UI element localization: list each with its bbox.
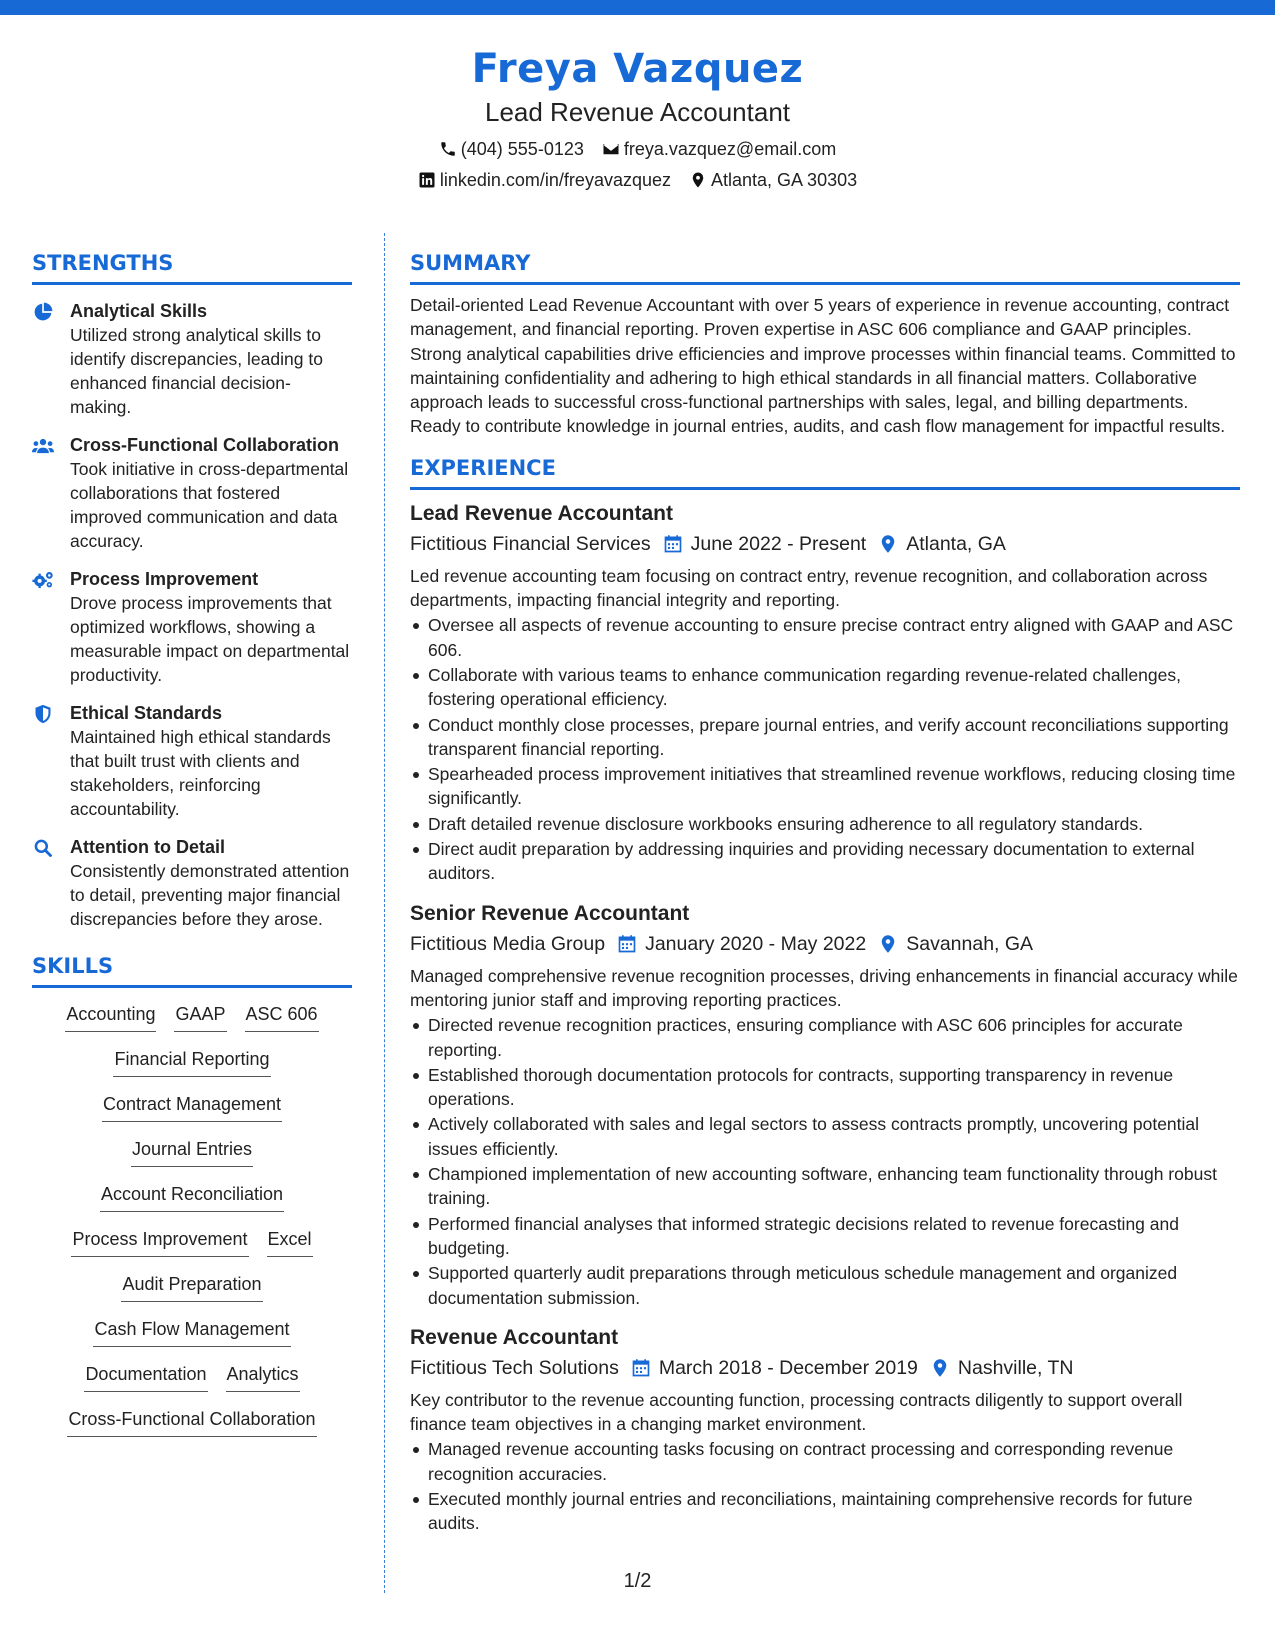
list-item: Conduct monthly close processes, prepare journal entries, and verify account reconciliations supporting transparent financial reporting. bbox=[410, 713, 1240, 762]
skill-row bbox=[131, 1137, 253, 1182]
job-title: Senior Revenue Accountant bbox=[410, 901, 690, 925]
strength-title: Attention to Detail bbox=[70, 837, 225, 857]
phone-icon bbox=[439, 140, 457, 158]
job-company: Fictitious Tech Solutions bbox=[410, 1356, 619, 1379]
gears-icon bbox=[32, 570, 54, 590]
list-item: Established thorough documentation protocols for contracts, supporting transparency in revenue operations. bbox=[410, 1063, 1240, 1112]
job-bullets bbox=[410, 613, 1240, 885]
job-meta bbox=[410, 1354, 1240, 1382]
skill-row bbox=[102, 1092, 282, 1137]
skill-tag: Audit Preparation bbox=[121, 1272, 262, 1302]
strength-item bbox=[32, 567, 352, 687]
linkedin-contact[interactable] bbox=[418, 168, 671, 192]
skill-row bbox=[93, 1317, 290, 1362]
job-title: Revenue Accountant bbox=[410, 1325, 619, 1349]
job-dates: January 2020 - May 2022 bbox=[645, 932, 867, 955]
map-pin-icon bbox=[930, 1358, 950, 1378]
page-number: 1/2 bbox=[623, 1570, 652, 1592]
list-item: Performed financial analyses that informed strategic decisions related to revenue forecasting and budgeting. bbox=[410, 1212, 1240, 1261]
list-item: Direct audit preparation by addressing inquiries and providing necessary documentation to external auditors. bbox=[410, 837, 1240, 886]
experience-heading: EXPERIENCE bbox=[410, 455, 1240, 490]
top-accent-bar bbox=[0, 0, 1275, 15]
job-title: Lead Revenue Accountant bbox=[410, 501, 673, 525]
map-pin-icon bbox=[878, 534, 898, 554]
skill-row bbox=[67, 1407, 316, 1452]
job-entry bbox=[410, 500, 1240, 886]
skill-tag: ASC 606 bbox=[245, 1002, 319, 1032]
strength-text: Drove process improvements that optimized workflows, showing a measurable impact on departmental productivity. bbox=[70, 593, 350, 685]
job-description: Key contributor to the revenue accounting function, processing contracts diligently to support overall finance team objectives in a changing market environment. bbox=[410, 1389, 1183, 1435]
skill-row bbox=[65, 1002, 318, 1047]
column-divider bbox=[384, 233, 385, 1593]
right-column bbox=[410, 250, 1240, 1537]
search-icon bbox=[32, 838, 54, 858]
strength-item bbox=[32, 835, 352, 931]
job-company: Fictitious Media Group bbox=[410, 932, 606, 955]
pie-chart-icon bbox=[32, 302, 54, 322]
skill-tag: Analytics bbox=[226, 1362, 300, 1392]
shield-icon bbox=[32, 704, 54, 724]
job-location: Atlanta, GA bbox=[906, 532, 1006, 555]
skill-row bbox=[121, 1272, 262, 1317]
contact-row-2 bbox=[0, 168, 1275, 192]
strength-text: Maintained high ethical standards that built trust with clients and stakeholders, reinforcing accountability. bbox=[70, 727, 331, 819]
job-company: Fictitious Financial Services bbox=[410, 532, 651, 555]
list-item: Executed monthly journal entries and reconciliations, maintaining comprehensive records for future audits. bbox=[410, 1487, 1240, 1536]
candidate-name: Freya Vazquez bbox=[471, 46, 804, 92]
email-contact[interactable] bbox=[602, 137, 836, 161]
map-pin-icon bbox=[878, 934, 898, 954]
skill-row bbox=[113, 1047, 270, 1092]
strength-item bbox=[32, 433, 352, 553]
left-column bbox=[32, 250, 352, 1452]
job-bullets bbox=[410, 1013, 1240, 1310]
email-text: freya.vazquez@email.com bbox=[623, 139, 837, 159]
strengths-heading: STRENGTHS bbox=[32, 250, 352, 285]
strength-text: Utilized strong analytical skills to identify discrepancies, leading to enhanced financial decision-making. bbox=[70, 325, 323, 417]
envelope-icon bbox=[602, 140, 620, 158]
summary-text: Detail-oriented Lead Revenue Accountant with over 5 years of experience in revenue accounting, contract management, and financial reporting. Proven expertise in ASC 606 compliance and GAAP principles. Strong analytical capabilities drive efficiencies and improve processes within financial teams. Committed to maintaining confidentiality and adhering to high ethical standards in all financial matters. Collaborative approach leads to successful cross-functional partnerships with sales, legal, and billing departments. Ready to contribute knowledge in journal entries, audits, and cash flow management for impactful results. bbox=[410, 295, 1236, 437]
list-item: Spearheaded process improvement initiatives that streamlined revenue workflows, reducing closing time significantly. bbox=[410, 762, 1240, 811]
map-pin-icon bbox=[689, 171, 707, 189]
resume-header bbox=[0, 44, 1275, 192]
skill-tag: Contract Management bbox=[102, 1092, 282, 1122]
list-item: Championed implementation of new accounting software, enhancing team functionality through robust training. bbox=[410, 1162, 1240, 1211]
calendar-icon bbox=[663, 534, 683, 554]
skill-tag: Account Reconciliation bbox=[100, 1182, 284, 1212]
list-item: Actively collaborated with sales and legal sectors to assess contracts promptly, uncovering potential issues efficiently. bbox=[410, 1112, 1240, 1161]
skill-tag: GAAP bbox=[174, 1002, 226, 1032]
location-text: Atlanta, GA 30303 bbox=[711, 170, 858, 190]
job-meta bbox=[410, 930, 1240, 958]
strength-title: Ethical Standards bbox=[70, 703, 223, 723]
strength-item bbox=[32, 701, 352, 821]
job-bullets bbox=[410, 1437, 1240, 1535]
skill-tag: Process Improvement bbox=[71, 1227, 248, 1257]
calendar-icon bbox=[631, 1358, 651, 1378]
skill-tag: Journal Entries bbox=[131, 1137, 253, 1167]
skills-list bbox=[32, 1002, 352, 1452]
contact-row-1 bbox=[0, 137, 1275, 161]
job-description: Managed comprehensive revenue recognition processes, driving enhancements in financial accuracy while mentoring junior staff and improving reporting practices. bbox=[410, 965, 1238, 1010]
skill-tag: Accounting bbox=[65, 1002, 156, 1032]
skill-tag: Financial Reporting bbox=[113, 1047, 270, 1077]
skill-tag: Cash Flow Management bbox=[93, 1317, 290, 1347]
linkedin-text: linkedin.com/in/freyavazquez bbox=[439, 170, 671, 190]
phone-contact[interactable] bbox=[439, 137, 584, 161]
skill-row bbox=[84, 1362, 299, 1407]
location-contact bbox=[689, 168, 857, 192]
skill-row bbox=[100, 1182, 284, 1227]
skill-row bbox=[71, 1227, 312, 1272]
strength-title: Cross-Functional Collaboration bbox=[70, 435, 340, 455]
linkedin-icon bbox=[418, 171, 436, 189]
calendar-icon bbox=[617, 934, 637, 954]
strength-text: Took initiative in cross-departmental collaborations that fostered improved communication and data accuracy. bbox=[70, 459, 349, 551]
skill-tag: Documentation bbox=[84, 1362, 207, 1392]
candidate-title: Lead Revenue Accountant bbox=[484, 97, 791, 127]
job-location: Nashville, TN bbox=[957, 1356, 1074, 1379]
job-entry bbox=[410, 900, 1240, 1310]
job-meta bbox=[410, 530, 1240, 558]
strength-title: Process Improvement bbox=[70, 569, 259, 589]
skill-tag: Excel bbox=[267, 1227, 313, 1257]
list-item: Directed revenue recognition practices, ensuring compliance with ASC 606 principles for accurate reporting. bbox=[410, 1013, 1240, 1062]
list-item: Draft detailed revenue disclosure workbooks ensuring adherence to all regulatory standards. bbox=[410, 812, 1240, 836]
users-icon bbox=[32, 436, 54, 456]
list-item: Supported quarterly audit preparations through meticulous schedule management and organized documentation submission. bbox=[410, 1261, 1240, 1310]
strength-title: Analytical Skills bbox=[70, 301, 208, 321]
skill-tag: Cross-Functional Collaboration bbox=[67, 1407, 316, 1437]
strength-item bbox=[32, 299, 352, 419]
list-item: Managed revenue accounting tasks focusing on contract processing and corresponding revenue recognition accuracies. bbox=[410, 1437, 1240, 1486]
summary-heading: SUMMARY bbox=[410, 250, 1240, 285]
list-item: Collaborate with various teams to enhance communication regarding revenue-related challenges, fostering operational efficiency. bbox=[410, 663, 1240, 712]
strength-text: Consistently demonstrated attention to detail, preventing major financial discrepancies before they arose. bbox=[70, 861, 350, 929]
job-location: Savannah, GA bbox=[906, 932, 1034, 955]
skills-heading: SKILLS bbox=[32, 953, 352, 988]
job-dates: March 2018 - December 2019 bbox=[658, 1356, 918, 1379]
job-entry bbox=[410, 1324, 1240, 1536]
list-item: Oversee all aspects of revenue accounting to ensure precise contract entry aligned with GAAP and ASC 606. bbox=[410, 613, 1240, 662]
job-description: Led revenue accounting team focusing on contract entry, revenue recognition, and collaboration across departments, impacting financial integrity and reporting. bbox=[410, 565, 1208, 611]
job-dates: June 2022 - Present bbox=[690, 532, 867, 555]
phone-text: (404) 555-0123 bbox=[460, 139, 584, 159]
